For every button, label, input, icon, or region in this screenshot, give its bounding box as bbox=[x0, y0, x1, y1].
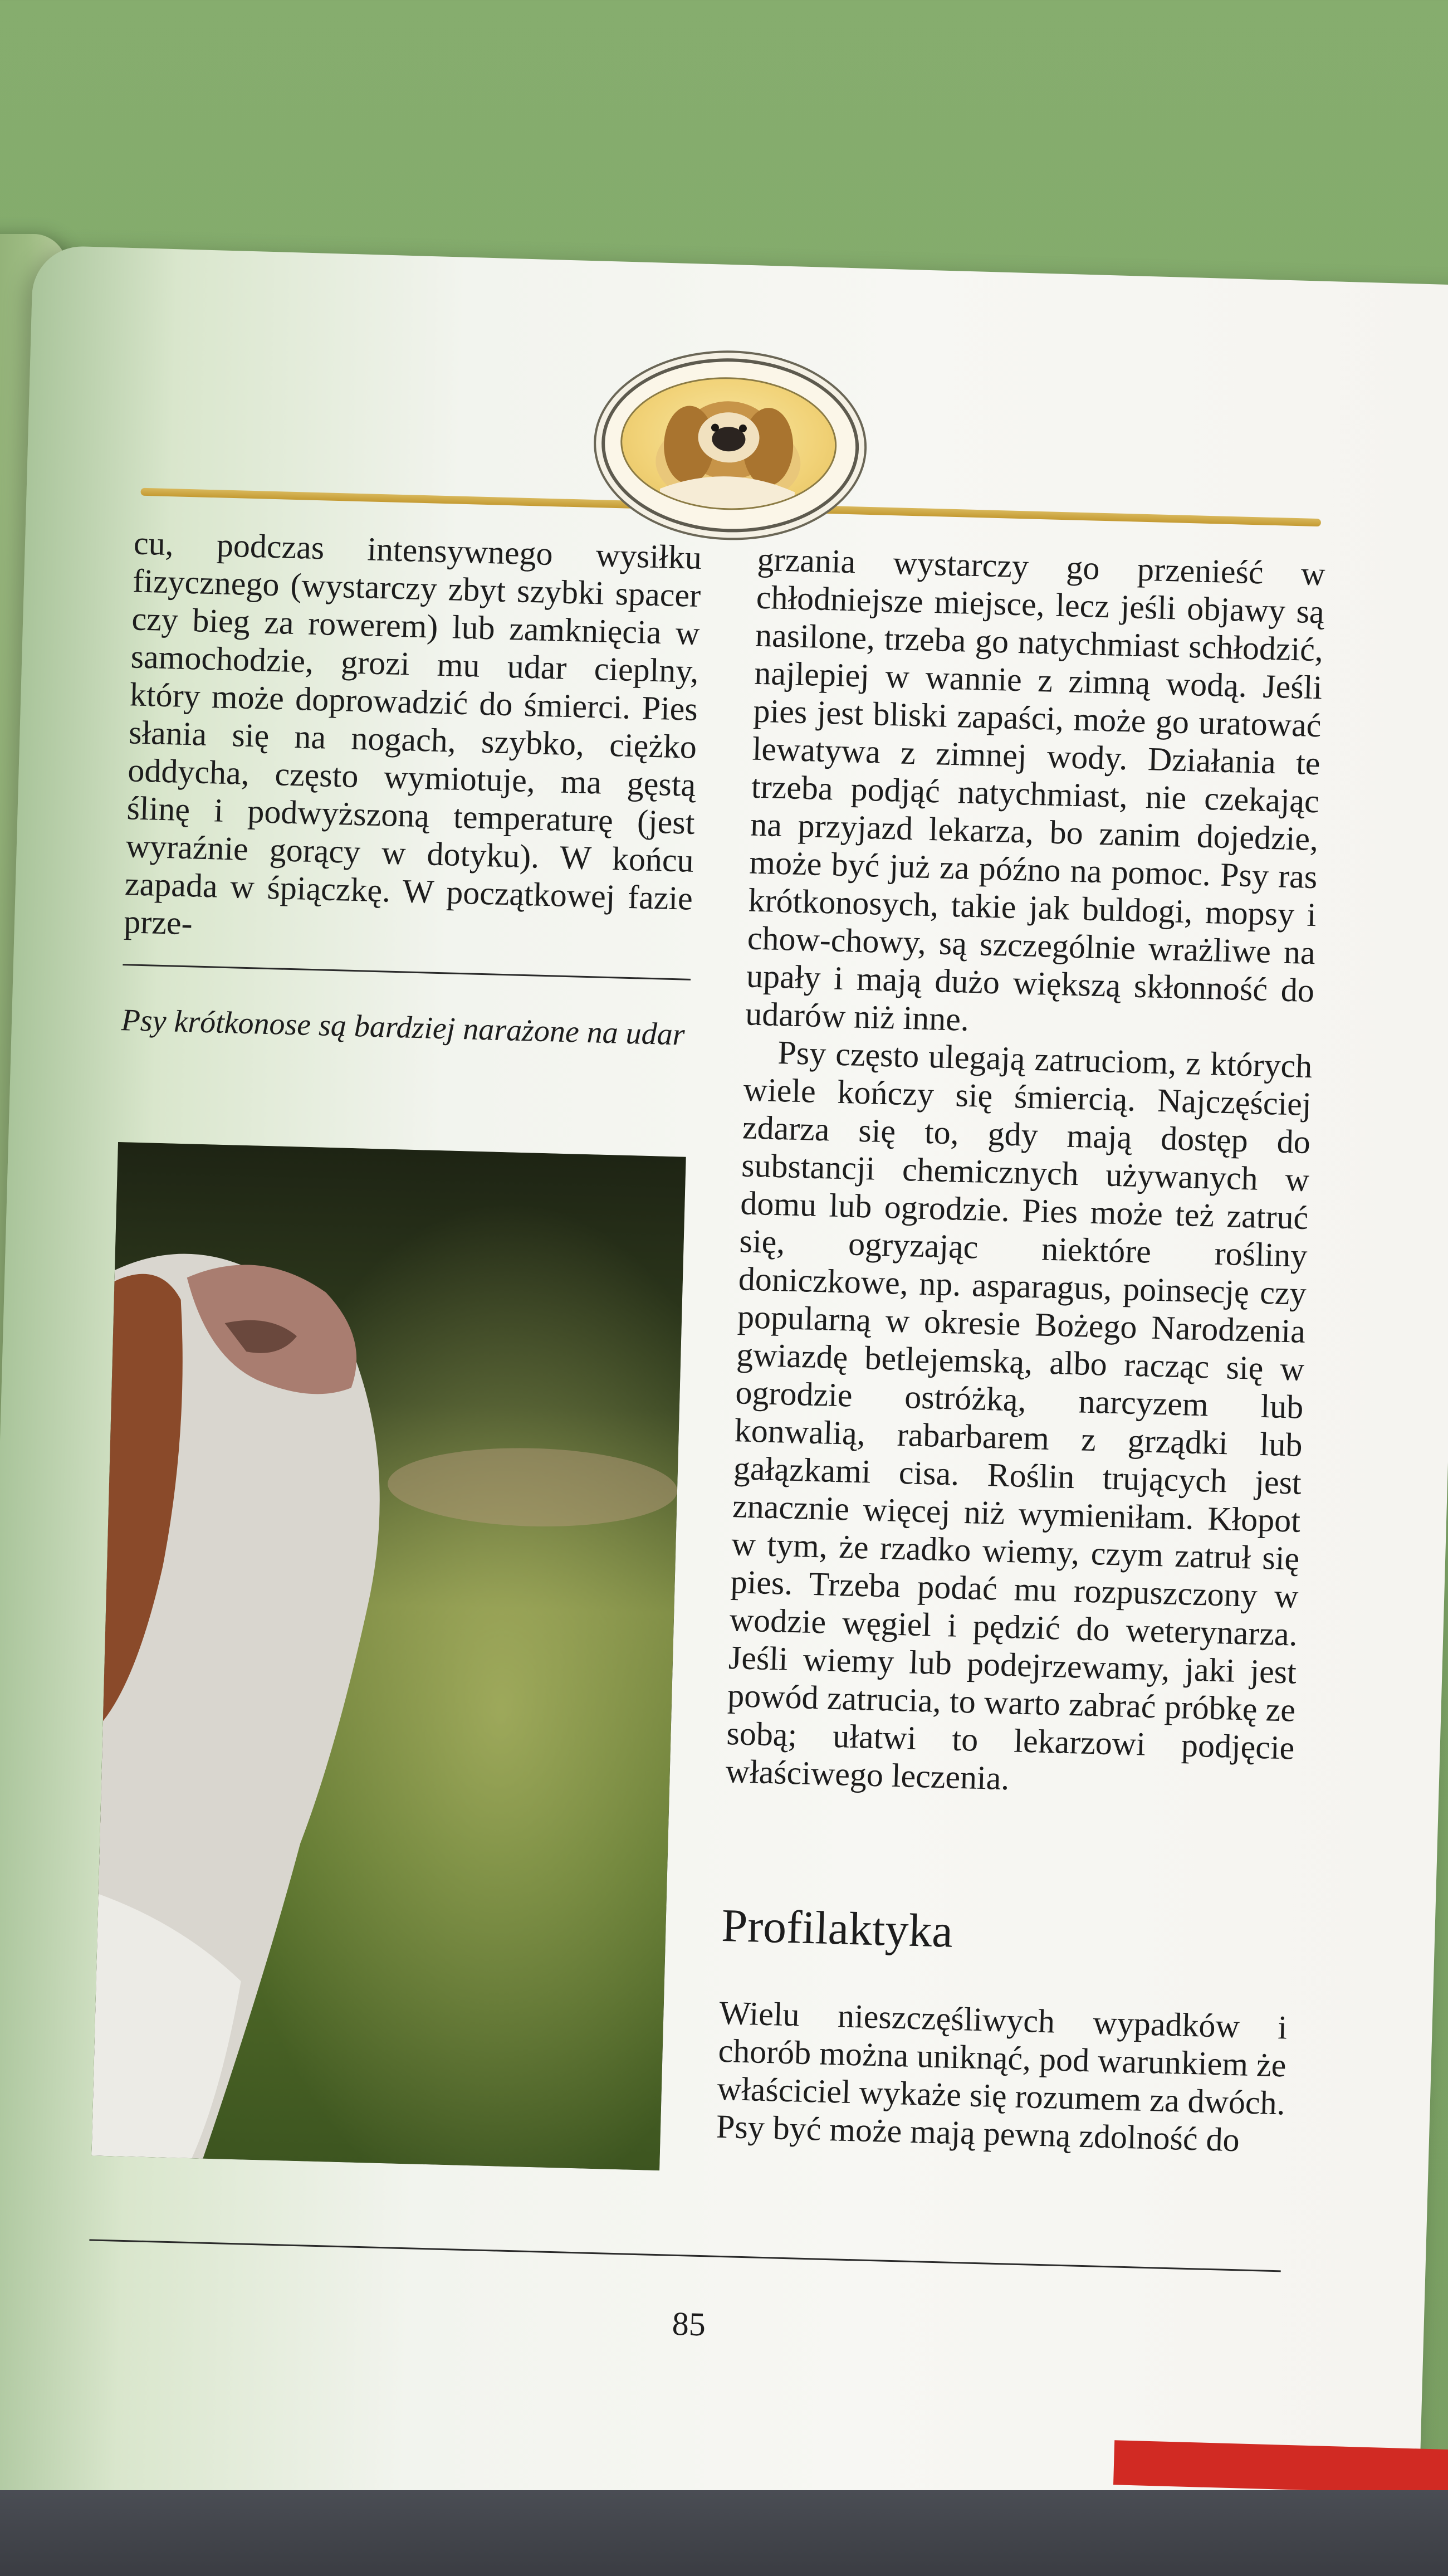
right-column-text bbox=[725, 540, 1325, 1805]
dog-portrait-icon bbox=[619, 374, 838, 513]
right-paragraph-1: grzania wystarczy go przenieść w chłodniejsze miejsce, lecz jeśli objawy są nasilone, trzeba go natychmiast schłodzić, najlepiej w wannie z zimną wodą. Jeśli pies jest bliski zapaści, może go uratować lewatywa z zimnej wody. Działania te trzeba podjąć natychmiast, nie czekając na przyjazd lekarza, bo zanim dojedzie, może być już za późno na pomoc. Psy ras krótkonosych, takie jak buldogi, mopsy i chow-chowy, są szczególnie wrażliwe na upały i mają dużo większą skłonność do udarów niż inne. bbox=[745, 540, 1326, 1038]
caption-divider bbox=[123, 964, 691, 980]
section-heading: Profilaktyka bbox=[721, 1899, 953, 1958]
right-paragraph-2: Psy często ulegają zatruciom, z których wiele kończy się śmiercią. Najczęściej zdarza się to, gdy mają dostęp do substancji chemicznych używanych w domu lub ogrodzie. Pies może też zatruć się, ogryzając niektóre rośliny doniczkowe, np. asparagus, poinsecję czy popularną w okresie Bożego Narodzenia gwiazdę betlejemską, albo racząc się w ogrodzie ostróżką, narcyzem lub konwalią, rabarbarem z grządki lub gałązkami cisa. Roślin trujących jest znacznie więcej niż wymieniłam. Kłopot w tym, że rzadko wiemy, czym zatruł się pies. Trzeba podać mu rozpuszczony w wodzie węgiel i pędzić do weterynarza. Jeśli wiemy lub podejrzewamy, jaki jest powód zatrucia, to warto zabrać próbkę ze sobą; ułatwi to lekarzowi podjęcie właściwego leczenia. bbox=[725, 1033, 1313, 1797]
bulldog-photo bbox=[91, 1142, 686, 2170]
photo-caption: Psy krótkonose są bardziej narażone na udar bbox=[120, 1003, 686, 1052]
page-content bbox=[74, 334, 1353, 2427]
table-surface bbox=[0, 2490, 1448, 2576]
section-text-column bbox=[716, 1994, 1288, 2160]
left-paragraph: cu, podczas intensywnego wysiłku fizycznego (wystarczy zbyt szybki spacer czy bieg za rowerem) lub zamknięcia w samochodzie, grozi mu udar cieplny, który może doprowadzić do śmierci. Pies słania się na nogach, szybko, ciężko oddycha, często wymiotuje, ma gęstą ślinę i podwyższoną temperaturę (jest wyraźnie gorący w dotyku). W końcu zapada w śpiączkę. W początkowej fazie prze- bbox=[123, 524, 702, 942]
left-column-text bbox=[124, 524, 702, 955]
section-paragraph: Wielu nieszczęśliwych wypadków i chorób można uniknąć, pod warunkiem że właściciel wykaże się rozumem za dwóch. Psy być może mają pewną zdolność do bbox=[716, 1994, 1288, 2159]
footer-rule bbox=[89, 2239, 1280, 2272]
page-number: 85 bbox=[671, 2305, 706, 2343]
